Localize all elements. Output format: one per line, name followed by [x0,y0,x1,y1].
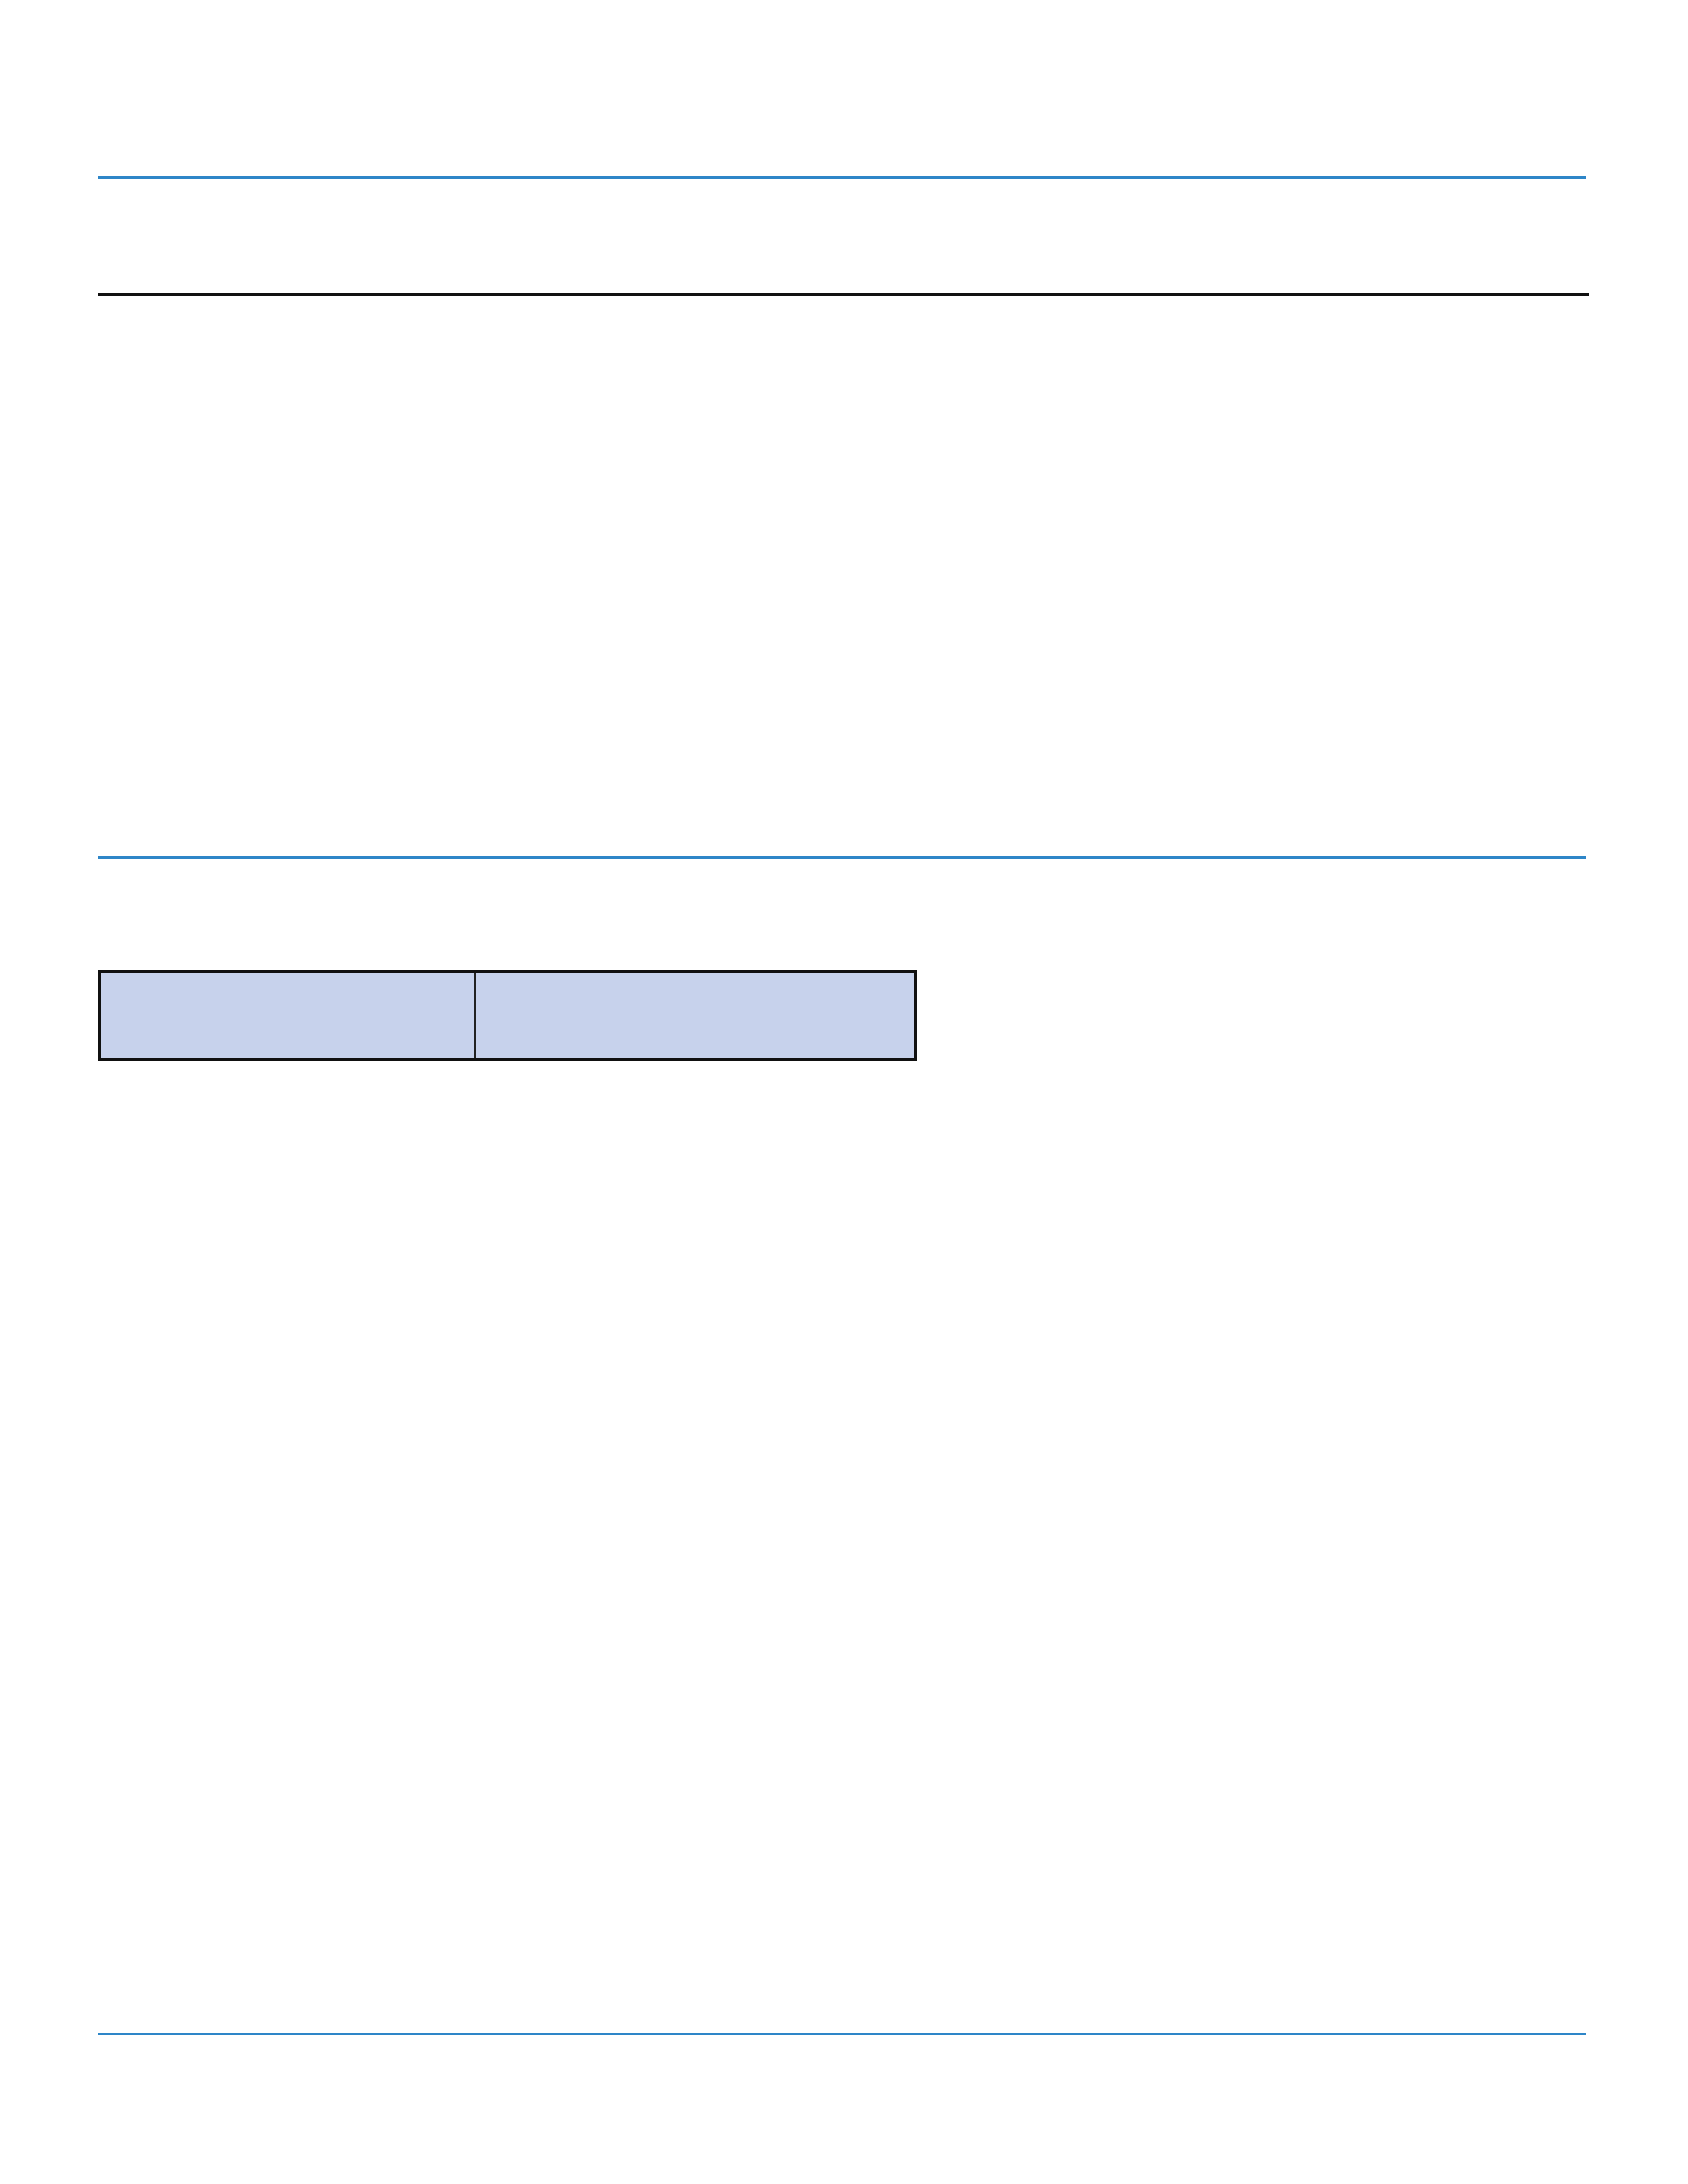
section-rule [98,856,1586,859]
footer-rule [98,2033,1586,2035]
ordering-table [98,293,1589,296]
packaging-code-header [475,972,916,1060]
packaging-header-row [100,972,916,1060]
packaging-type-header [100,972,475,1060]
packaging-table [98,970,917,1061]
kemet-logo [1380,87,1589,177]
header-rule [98,176,1586,179]
